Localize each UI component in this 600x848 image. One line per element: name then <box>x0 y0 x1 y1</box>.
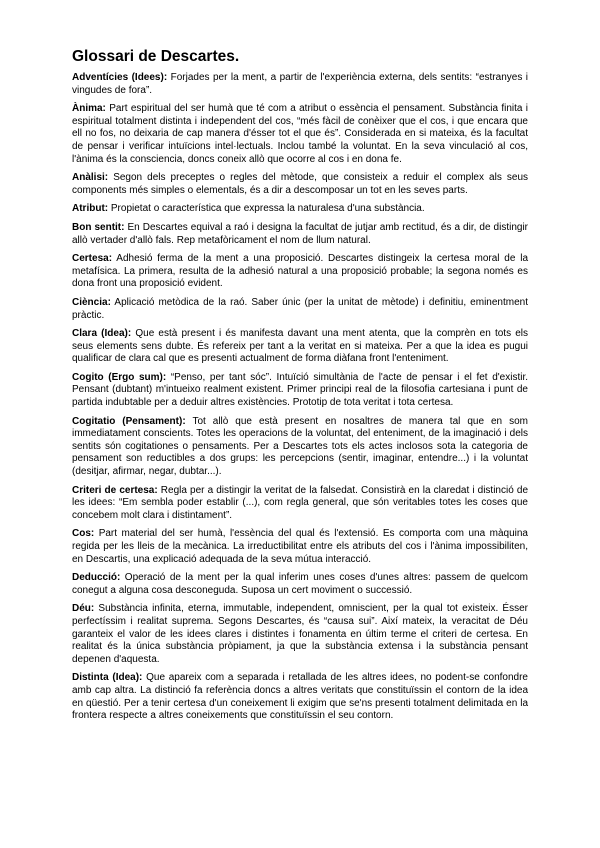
entry-term: Criteri de certesa: <box>72 484 158 496</box>
entry-definition: Propietat o característica que expressa la naturalesa d'una substància. <box>110 203 425 215</box>
glossary-entry <box>72 222 528 247</box>
entry-term: Cos: <box>72 528 95 540</box>
entry-term: Cogitatio (Pensament): <box>72 415 186 427</box>
glossary-entry <box>72 253 528 291</box>
entry-definition: Part material del ser humà, l'essència del qual és l'extensió. Es comporta com una màquina regida per les lleis de la mecànica. La irreductibilitat entre els atributs del cos i l'ànima impossibiliten, en Descartis, una explicació adequada de la seva mútua interacció. <box>72 528 528 565</box>
entry-definition: Aplicació metòdica de la raó. Saber únic (per la unitat de mètode) i definitiu, eminentment pràctic. <box>72 296 528 321</box>
entry-term: Distinta (Idea): <box>72 672 143 684</box>
entry-definition: Regla per a distingir la veritat de la falsedat. Consistirà en la claredat i distinció de les idees: “Em sembla poder establir (...), com regla general, que són veritables totes les coses que concebem molt clara i distintament”. <box>72 484 529 521</box>
entry-term: Clara (Idea): <box>72 328 132 340</box>
entry-term: Bon sentit: <box>72 221 125 233</box>
entry-term: Deducció: <box>72 572 121 584</box>
entry-definition: Que està present i és manifesta davant una ment atenta, que la comprèn en tots els seus elements sens dubte. És refereix per tant a la veritat en si mateixa. Per a que la idea es pugui qualificar de clara cal que es presenti actualment de forma diàfana front l'enteniment. <box>72 328 529 365</box>
entry-term: Atribut: <box>72 203 109 215</box>
entry-definition: Que apareix com a separada i retallada de les altres idees, no podent-se confondre amb cap altra. La distinció fa referència doncs a altres veritats que constituïssin el contorn de la idea en qüestió. Per a tenir certesa d'un coneixement li exigim que se'ns presenti totalment delimitada en la frontera respecte a altres coneixements que constituïssin el seu contorn. <box>72 672 528 722</box>
entry-term: Déu: <box>72 603 95 615</box>
glossary-entry <box>72 172 528 197</box>
glossary-entry <box>72 485 528 523</box>
document-page <box>72 40 528 729</box>
glossary-entry <box>72 572 528 597</box>
glossary-entry <box>72 203 528 216</box>
glossary-entry <box>72 528 528 566</box>
entry-definition: Segon dels preceptes o regles del mètode, que consisteix a reduir el complex als seus components més simples o elementals, és a dir a descomposar un tot en les seves parts. <box>72 172 529 196</box>
entry-term: Anàlisi: <box>72 172 109 184</box>
glossary-entry <box>72 328 528 366</box>
entry-definition: “Penso, per tant sóc”. Intuïció simultània de l'acte de pensar i el fet d'existir. Pensant (dubtant) m'intueixo realment existent. Primer principi real de la filosofia cartesiana i punt de partida indubtable per a deduir altres existències. Prototip de tota veritat i tota certesa. <box>72 371 528 409</box>
glossary-entry <box>72 672 528 722</box>
glossary-entry <box>72 72 528 97</box>
glossary-entry <box>72 603 528 666</box>
entry-definition: Forjades per la ment, a partir de l'experiència externa, dels sentits: “estranyes i vingudes de fora”. <box>72 72 528 96</box>
entry-term: Certesa: <box>72 253 113 265</box>
entry-definition: Substància infinita, eterna, immutable, independent, omniscient, per la qual tot existeix. Ésser perfectíssim i realitat suprema. Segons Descartes, és “causa sui”. Així mateix, la veracitat de Déu garanteix el valor de les idees clares i distintes i fonamenta en últim terme el criteri de certesa. En realitat és la única substància pròpiament, ja que la substància extensa i la substància pensant depenen d'aquesta. <box>72 603 528 665</box>
entry-term: Adventícies (Idees): <box>72 72 168 83</box>
entry-term: Cogito (Ergo sum): <box>72 371 167 383</box>
glossary-entry <box>72 416 528 479</box>
document-title: Glossari de Descartes. <box>72 48 240 65</box>
entry-term: Ciència: <box>72 296 111 308</box>
entry-definition: Adhesió ferma de la ment a una proposició. Descartes distingeix la certesa moral de la metafísica. La primera, resulta de la adhesió natural a una proposició probable; la segona només es dona front una proposició evident. <box>72 253 529 290</box>
entry-definition: Tot allò que està present en nosaltres de manera tal que en som immediatament conscients. Totes les operacions de la voluntat, del enteniment, de la imaginació i dels sentits són cogitationes o pensaments. Per a Descartes tots els actes inclosos sota la categoria de pensament son reductibles a dos grups: les percepcions (sentir, imaginar, entendre...) i la voluntat (desitjar, afirmar, negar, dubtar...). <box>72 415 528 478</box>
glossary-entry <box>72 372 528 410</box>
entry-definition: Operació de la ment per la qual inferim unes coses d'unes altres: passem de quelcom conegut a alguna cosa desconeguda. Suposa un cert moviment o successió. <box>72 572 529 596</box>
entry-definition: En Descartes equival a raó i designa la facultat de jutjar amb rectitud, és a dir, de distingir allò vertader d'allò fals. Rep metafòricament el nom de llum natural. <box>72 221 529 246</box>
glossary-entry <box>72 103 528 166</box>
glossary-entry <box>72 297 528 322</box>
entry-term: Ànima: <box>72 103 106 115</box>
entry-definition: Part espiritual del ser humà que té com a atribut o essència el pensament. Substància finita i espiritual totalment distinta i independent del cos, “més fàcil de conèixer que el cos, i que encara que ell no fos, no deixaria de cap manera d'ésser tot el que és”. Considerada en si mateixa, és la facultat de pensar i verificar intuïcions intel·lectuals. Inclou també la voluntat. En la seva vinculació al cos, l'ànima és la consciencia, doncs coneix allò que ocorre al cos i en dona fe. <box>72 103 528 165</box>
